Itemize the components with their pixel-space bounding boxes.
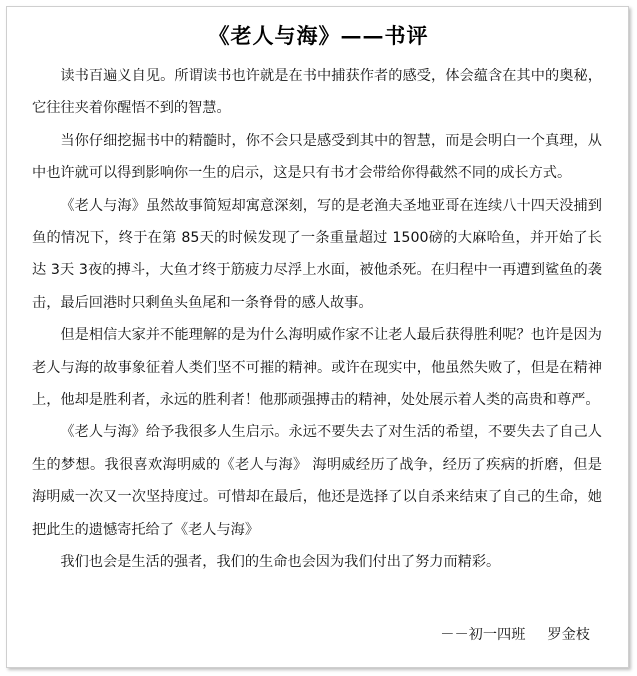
paragraph: 《老人与海》虽然故事简短却寓意深刻，写的是老渔夫圣地亚哥在连续八十四天没捕到鱼的情况下，终于在第 85天的时候发现了一条重量超过 1500磅的大麻哈鱼，并开始了长达 3天 3夜的搏斗，大鱼才终于筋疲力尽浮上水面，被他杀死。在归程中一再遭到鲨鱼的袭击，最后回港时只剩鱼头鱼尾和一条脊骨的感人故事。 xyxy=(32,197,602,311)
paragraph: 《老人与海》给予我很多人生启示。永远不要失去了对生活的希望，不要失去了自己人生的梦想。我很喜欢海明威的《老人与海》 海明威经历了战争，经历了疾病的折磨，但是海明威一次又一次坚持度过。可惜却在最后，他还是选择了以自杀来结束了自己的生命，她把此生的遗憾寄托给了《老人与海》 xyxy=(32,424,602,538)
article-body xyxy=(32,60,602,579)
paragraph: 我们也会是生活的强者，我们的生命也会因为我们付出了努力而精彩。 xyxy=(60,554,501,571)
signature-class: －－初一四班 xyxy=(440,627,526,643)
signature-author: 罗金枝 xyxy=(547,627,590,643)
paragraph: 但是相信大家并不能理解的是为什么海明威作家不让老人最后获得胜利呢？也许是因为老人与海的故事象征着人类们坚不可摧的精神。或许在现实中，他虽然失败了，但是在精神上，他却是胜利者，永远的胜利者！他那顽强搏击的精神，处处展示着人类的高贵和尊严。 xyxy=(32,327,602,409)
signature xyxy=(0,624,590,644)
paragraph: 当你仔细挖掘书中的精髓时，你不会只是感受到其中的智慧，而是会明白一个真理，从中也许就可以得到影响你一生的启示，这是只有书才会带给你得截然不同的成长方式。 xyxy=(32,132,602,182)
page-title: 《老人与海》——书评 xyxy=(208,23,429,48)
paragraph: 读书百遍义自见。所谓读书也许就是在书中捕获作者的感受，体会蕴含在其中的奥秘，它往往夹着你醒悟不到的智慧。 xyxy=(32,68,602,117)
